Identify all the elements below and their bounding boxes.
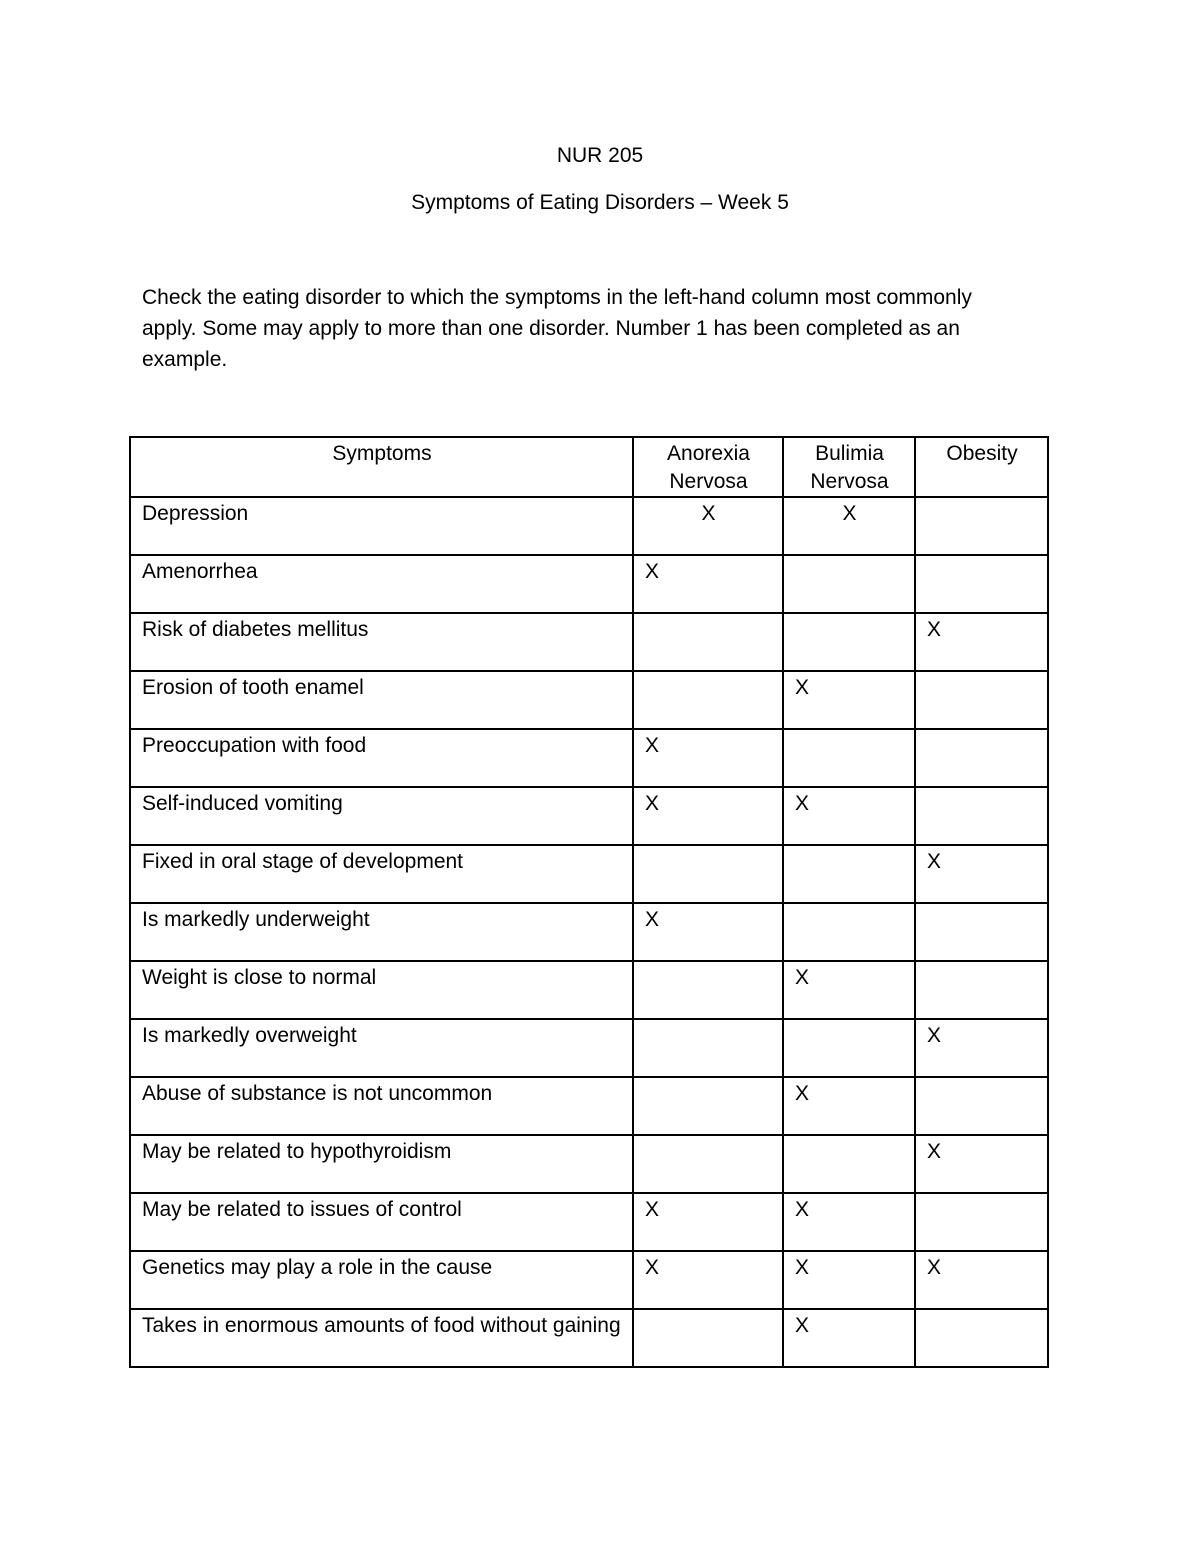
symptom-cell: May be related to issues of control (130, 1193, 633, 1251)
symptom-cell: Fixed in oral stage of development (130, 845, 633, 903)
anorexia-cell (633, 1077, 783, 1135)
bulimia-cell (783, 613, 915, 671)
header-bulimia: Bulimia Nervosa (783, 437, 915, 497)
table-row (130, 671, 1048, 729)
symptom-cell: Preoccupation with food (130, 729, 633, 787)
obesity-cell (915, 555, 1048, 613)
table-row (130, 1251, 1048, 1309)
bulimia-cell: X (783, 1077, 915, 1135)
symptom-cell: Is markedly underweight (130, 903, 633, 961)
bulimia-cell: X (783, 961, 915, 1019)
symptom-cell: Depression (130, 497, 633, 555)
obesity-cell (915, 903, 1048, 961)
anorexia-cell: X (633, 729, 783, 787)
table-row (130, 1309, 1048, 1367)
obesity-cell: X (915, 1251, 1048, 1309)
symptom-cell: Erosion of tooth enamel (130, 671, 633, 729)
obesity-cell (915, 787, 1048, 845)
anorexia-cell (633, 1019, 783, 1077)
bulimia-cell: X (783, 497, 915, 555)
table-row (130, 613, 1048, 671)
table-row (130, 961, 1048, 1019)
course-title: NUR 205 (556, 144, 644, 167)
symptoms-table (129, 436, 1049, 1368)
table-row (130, 1019, 1048, 1077)
table-row (130, 729, 1048, 787)
bulimia-cell: X (783, 1251, 915, 1309)
obesity-cell (915, 961, 1048, 1019)
obesity-cell: X (915, 613, 1048, 671)
table-row (130, 1077, 1048, 1135)
header-symptoms: Symptoms (130, 437, 633, 497)
symptom-cell: Genetics may play a role in the cause (130, 1251, 633, 1309)
worksheet-title: Symptoms of Eating Disorders – Week 5 (411, 191, 789, 214)
table-header-row (130, 437, 1048, 497)
anorexia-cell: X (633, 497, 783, 555)
anorexia-cell (633, 845, 783, 903)
instructions: Check the eating disorder to which the symptoms in the left-hand column most commonly apply. Some may apply to more than one disorder. Number 1 has been completed as an example. (142, 286, 972, 371)
obesity-cell: X (915, 845, 1048, 903)
anorexia-cell (633, 1135, 783, 1193)
obesity-cell (915, 1309, 1048, 1367)
table-row (130, 1193, 1048, 1251)
anorexia-cell (633, 961, 783, 1019)
bulimia-cell (783, 1135, 915, 1193)
table-row (130, 497, 1048, 555)
bulimia-cell (783, 845, 915, 903)
bulimia-cell: X (783, 787, 915, 845)
bulimia-cell (783, 555, 915, 613)
bulimia-cell (783, 729, 915, 787)
anorexia-cell: X (633, 903, 783, 961)
symptom-cell: Weight is close to normal (130, 961, 633, 1019)
obesity-cell (915, 729, 1048, 787)
obesity-cell: X (915, 1135, 1048, 1193)
anorexia-cell (633, 1309, 783, 1367)
obesity-cell (915, 1193, 1048, 1251)
table-row (130, 845, 1048, 903)
bulimia-cell: X (783, 671, 915, 729)
bulimia-cell: X (783, 1193, 915, 1251)
symptom-cell: Is markedly overweight (130, 1019, 633, 1077)
anorexia-cell: X (633, 555, 783, 613)
symptom-cell: Takes in enormous amounts of food without gaining (130, 1309, 633, 1367)
anorexia-cell (633, 671, 783, 729)
obesity-cell: X (915, 1019, 1048, 1077)
symptom-cell: Self-induced vomiting (130, 787, 633, 845)
table-row (130, 1135, 1048, 1193)
anorexia-cell: X (633, 787, 783, 845)
symptom-cell: Risk of diabetes mellitus (130, 613, 633, 671)
anorexia-cell: X (633, 1251, 783, 1309)
obesity-cell (915, 671, 1048, 729)
table-row (130, 903, 1048, 961)
symptom-cell: Amenorrhea (130, 555, 633, 613)
table-body (130, 497, 1048, 1367)
symptom-cell: Abuse of substance is not uncommon (130, 1077, 633, 1135)
bulimia-cell: X (783, 1309, 915, 1367)
anorexia-cell: X (633, 1193, 783, 1251)
header-obesity: Obesity (915, 437, 1048, 497)
bulimia-cell (783, 1019, 915, 1077)
obesity-cell (915, 497, 1048, 555)
symptom-cell: May be related to hypothyroidism (130, 1135, 633, 1193)
table-row (130, 555, 1048, 613)
obesity-cell (915, 1077, 1048, 1135)
anorexia-cell (633, 613, 783, 671)
bulimia-cell (783, 903, 915, 961)
header-anorexia: Anorexia Nervosa (633, 437, 783, 497)
table-row (130, 787, 1048, 845)
